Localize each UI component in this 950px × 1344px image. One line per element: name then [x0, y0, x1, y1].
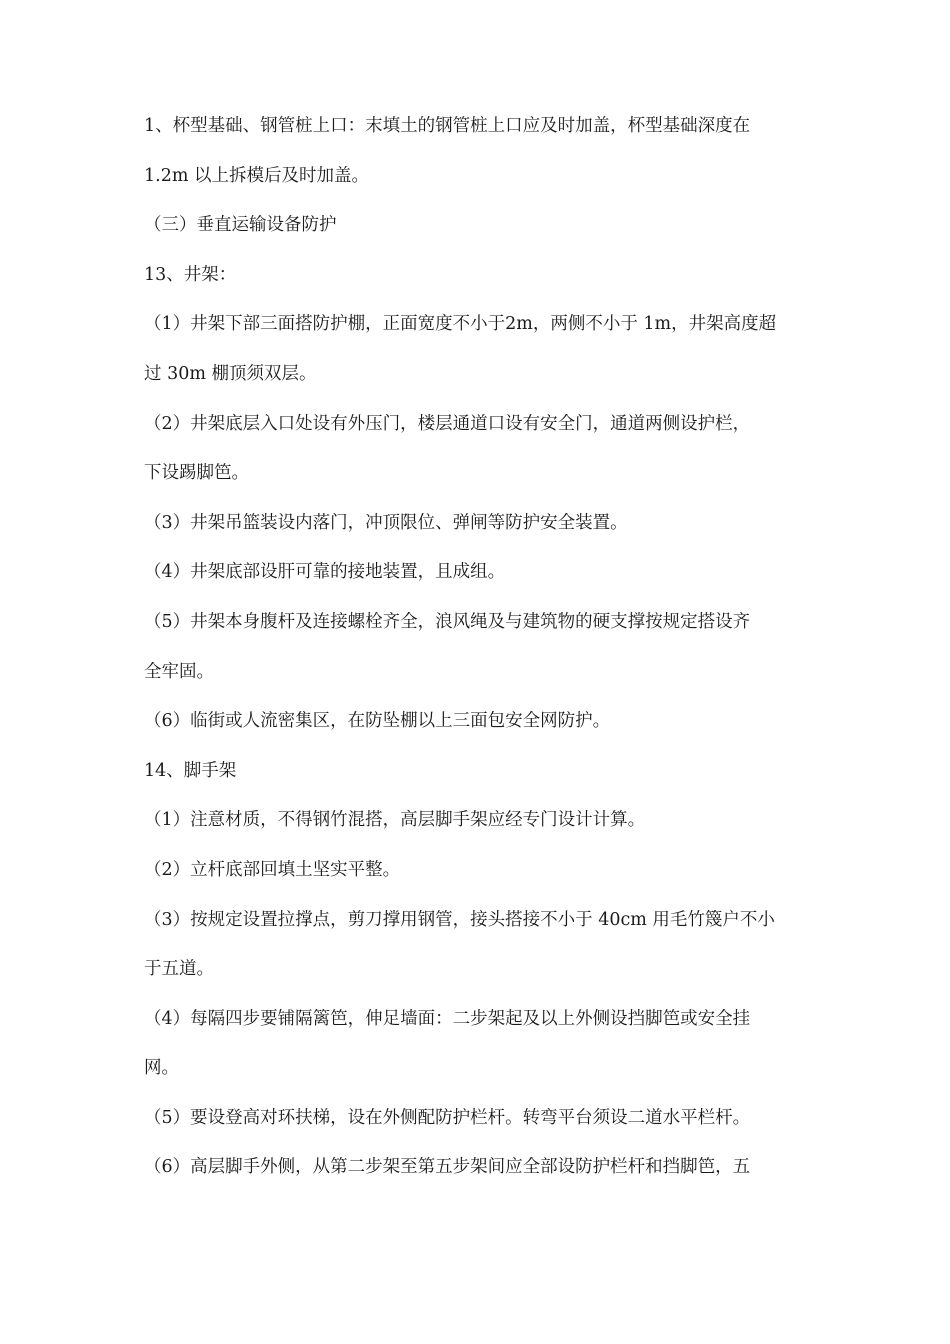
- text-line: 网。: [144, 1058, 179, 1079]
- text-line: （2）井架底层入口处设有外压门，楼层通道口设有安全门，通道两侧设护栏，: [144, 413, 751, 434]
- section-heading: （三）垂直运输设备防护: [144, 215, 337, 236]
- text-line: （6）临街或人流密集区，在防坠棚以上三面包安全网防护。: [144, 711, 611, 732]
- text-line: （1）注意材质，不得钢竹混搭，高层脚手架应经专门设计计算。: [144, 810, 646, 831]
- text-line: 1.2m 以上拆模后及时加盖。: [144, 165, 369, 186]
- document-body: [144, 106, 814, 1197]
- text-line: （5）井架本身腹杆及连接螺栓齐全，浪风绳及与建筑物的硬支撑按规定搭设齐: [144, 611, 751, 632]
- text-line: 全牢固。: [144, 661, 214, 682]
- text-line: （3）井架吊篮装设内落门，冲顶限位、弹闸等防护安全装置。: [144, 512, 628, 533]
- text-line: （4）每隔四步要铺隔篱笆，伸足墙面：二步架起及以上外侧设挡脚笆或安全挂: [144, 1008, 751, 1029]
- text-line: （5）要设登高对环扶梯，设在外侧配防护栏杆。转弯平台须设二道水平栏杆。: [144, 1107, 751, 1128]
- item-heading: 14、脚手架: [144, 760, 237, 781]
- text-line: （3）按规定设置拉撑点，剪刀撑用钢管，接头搭接不小于 40cm 用毛竹篾户不小: [144, 909, 775, 930]
- text-line: 于五道。: [144, 959, 214, 980]
- text-line: （6）高层脚手外侧，从第二步架至第五步架间应全部设防护栏杆和挡脚笆，五: [144, 1157, 751, 1178]
- text-line: 1、杯型基础、钢管桩上口：末填土的钢管桩上口应及时加盖，杯型基础深度在: [144, 116, 751, 136]
- text-line: （2）立杆底部回填土坚实平整。: [144, 859, 401, 880]
- text-line: 下设踢脚笆。: [144, 463, 249, 484]
- text-line: （4）井架底部设肝可靠的接地装置，且成组。: [144, 562, 506, 583]
- text-line: 过 30m 棚顶须双层。: [144, 363, 317, 384]
- item-heading: 13、井架：: [144, 264, 237, 285]
- text-line: （1）井架下部三面搭防护棚，正面宽度不小于2m，两侧不小于 1m，井架高度超: [144, 314, 777, 335]
